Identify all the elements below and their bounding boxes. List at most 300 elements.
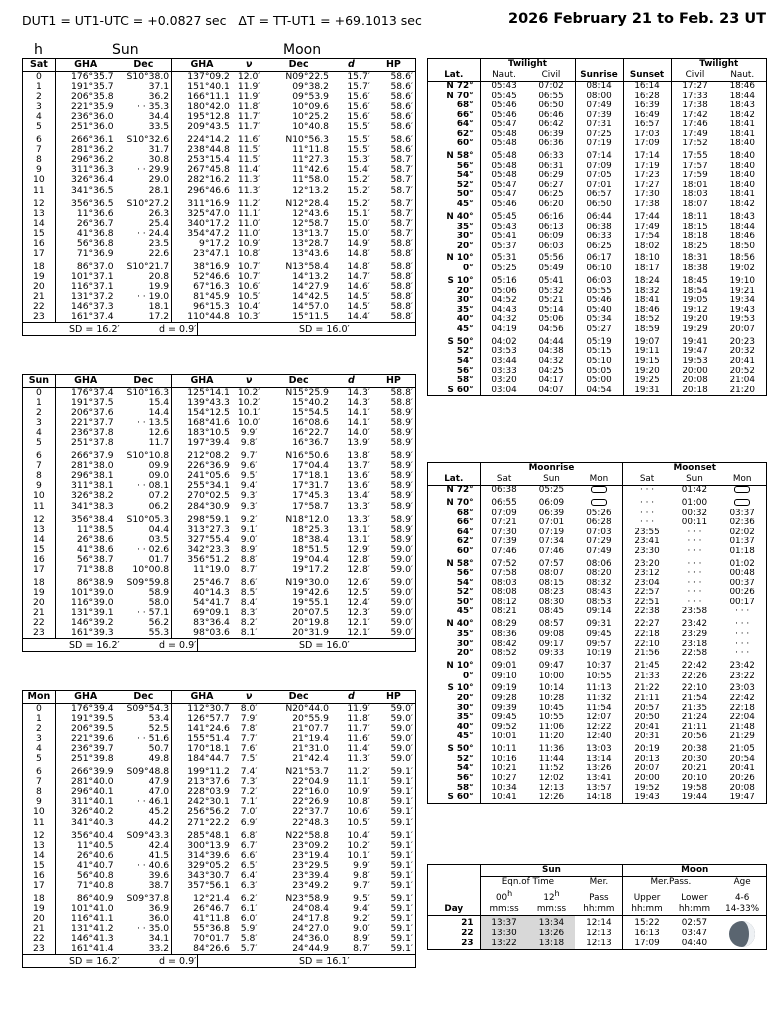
twilight-header: Twilight <box>508 59 547 69</box>
table-row <box>428 915 766 929</box>
cell: 59.1′ <box>390 797 413 808</box>
cell: 06:20 <box>538 200 564 210</box>
table-row <box>428 139 766 149</box>
table-row <box>428 274 766 287</box>
cell: 03:47 <box>681 929 708 939</box>
col-header-d: d <box>331 375 372 388</box>
cell: 18 <box>23 575 55 588</box>
cell: 19:34 <box>729 296 755 306</box>
cell: 07:05 <box>575 171 623 181</box>
table-row <box>23 934 415 944</box>
cell: 58.6′ <box>390 122 413 133</box>
cell: 05:47 <box>491 190 517 200</box>
col-header-d: d <box>331 691 372 704</box>
cell: 1 <box>23 82 55 92</box>
cell: 09:45 <box>491 713 517 723</box>
col-header-ghaSun: GHA <box>55 375 115 388</box>
cell: 11 <box>23 502 55 512</box>
cell: 20:41 <box>729 764 755 774</box>
cell: 15.7′ <box>347 82 370 93</box>
cell: 05:25 <box>491 264 517 274</box>
cell: 11.3′ <box>237 175 261 186</box>
table-row <box>23 535 415 545</box>
cell: 22°37.7 <box>292 807 329 818</box>
cell: 284°30.9 <box>172 502 232 512</box>
cell: 10:45 <box>538 703 565 713</box>
cell: 58.7′ <box>390 175 413 186</box>
table-row <box>428 556 766 569</box>
cell: 183°10.5 <box>172 428 232 438</box>
cell: 18:25 <box>671 242 719 252</box>
cell: 12.5′ <box>347 587 370 598</box>
cell: 19°17.2 <box>292 564 329 575</box>
cell: 59.0′ <box>390 714 413 725</box>
cell: 116°41.1 <box>71 913 114 924</box>
cell <box>575 496 623 509</box>
cell: · · 35.3 <box>136 102 170 113</box>
cell: · · 57.1 <box>136 607 170 618</box>
cell: 14.4′ <box>347 312 370 323</box>
cell: 17:23 <box>623 171 671 181</box>
cell: 154°12.5 <box>172 408 232 418</box>
cell: N13°58.4 <box>285 260 329 272</box>
cell: 176°37.4 <box>71 387 114 398</box>
cell: 08:23 <box>538 588 565 598</box>
cell: 04:07 <box>538 385 564 395</box>
cell: · · · <box>687 578 702 588</box>
cell: 0° <box>428 672 480 682</box>
cell: 6.7′ <box>240 840 258 851</box>
cell: 56°36.8 <box>76 238 114 249</box>
cell: 52° <box>428 347 480 357</box>
sd-sd_sun: SD = 16.2′ <box>69 640 120 652</box>
cell: 36.9 <box>148 903 170 914</box>
cell: 08:12 <box>491 597 517 607</box>
cell: 16:28 <box>623 92 671 102</box>
cell: 09°38.2 <box>292 82 329 93</box>
cell: 70°01.7 <box>172 934 232 944</box>
cell: 20°55.9 <box>292 714 329 725</box>
cell: 15 <box>23 545 55 555</box>
cell: 166°11.1 <box>172 92 232 102</box>
cell: 59.0′ <box>390 703 413 714</box>
cell: 19:07 <box>623 334 671 347</box>
cell: 10.9′ <box>347 787 370 798</box>
cell: 07:34 <box>538 537 565 547</box>
cell: 58.8′ <box>390 302 413 313</box>
cell: 05:48 <box>491 129 517 139</box>
cell: 10.5′ <box>347 817 370 828</box>
cell: 14.0′ <box>347 428 370 439</box>
cell: 7.1′ <box>240 797 258 808</box>
h-sup: h <box>554 889 560 898</box>
cell: 141°24.6 <box>172 724 232 734</box>
mmss: mm:ss <box>489 903 519 914</box>
cell: 22:51 <box>623 598 671 608</box>
sd-divider <box>197 323 198 335</box>
table-row <box>23 891 415 904</box>
cell: 19:52 <box>623 784 671 794</box>
table-row <box>428 130 766 140</box>
cell: 24°44.9 <box>292 944 329 955</box>
cell: 08:21 <box>491 607 517 617</box>
cell: 59.1′ <box>390 923 413 934</box>
cell: 11.2′ <box>237 197 261 209</box>
cell: 01:02 <box>729 558 755 569</box>
cell: 19:43 <box>623 793 671 803</box>
cell: 17:52 <box>671 139 719 149</box>
table-row <box>428 681 766 694</box>
cell: 58.8′ <box>390 387 413 398</box>
cell: 8.0′ <box>240 703 258 714</box>
eot-sun-header: Sun <box>480 865 623 877</box>
cell: 58.8′ <box>390 271 413 282</box>
cell: 06:44 <box>575 210 623 223</box>
cell: 22:04 <box>729 713 755 723</box>
cell: 23:55 <box>623 528 671 538</box>
cell: 54° <box>428 579 480 589</box>
cell: 20:57 <box>623 704 671 714</box>
cell: 08:53 <box>586 597 612 607</box>
cell <box>718 496 766 509</box>
cell: 329°05.2 <box>172 861 232 871</box>
cell: 311°40.1 <box>71 797 114 808</box>
cell: 05:48 <box>491 161 517 171</box>
cell: 125°14.1 <box>172 388 232 399</box>
cell: 19 <box>23 272 55 282</box>
cell: 20° <box>428 242 480 252</box>
cell: 26.3 <box>148 208 170 219</box>
table-row <box>428 171 766 181</box>
cell: 07:30 <box>491 527 517 537</box>
cell: 41°38.6 <box>76 544 114 555</box>
table-row <box>428 92 766 102</box>
cell <box>718 486 766 496</box>
cell: 14.1′ <box>347 418 370 429</box>
cell: 12 <box>23 196 55 209</box>
illum-pct: 14-33% <box>725 903 760 914</box>
cell: 8 <box>23 787 55 797</box>
cell: 10.7′ <box>237 271 261 282</box>
cell: 9.2′ <box>240 513 258 525</box>
cell: 6.5′ <box>240 860 258 871</box>
cell: · · · <box>735 607 750 617</box>
cell: 17:42 <box>671 111 719 121</box>
cell: 09:33 <box>538 649 565 659</box>
cell: · · · <box>623 518 671 528</box>
cell: 08:00 <box>575 92 623 102</box>
cell: 13 <box>23 525 55 535</box>
cell: 07:31 <box>575 120 623 130</box>
cell: 23°39.4 <box>292 870 329 881</box>
cell: 18:43 <box>729 211 755 222</box>
cell: 17:49 <box>623 223 671 233</box>
eot-table <box>427 864 767 950</box>
col-header-nu: ν <box>232 691 266 704</box>
cell: N 40° <box>428 617 480 630</box>
cell: 236°39.7 <box>71 744 114 755</box>
cell: 19 <box>23 588 55 598</box>
table-row <box>428 640 766 650</box>
cell: 07:52 <box>491 558 517 569</box>
eqn-time-header: Eqn.of Time <box>501 877 555 887</box>
cell: 20°31.9 <box>292 628 329 639</box>
cell: 11.7′ <box>237 112 261 123</box>
cell: 18:44 <box>729 91 755 101</box>
cell: 06:55 <box>538 91 564 101</box>
cell: 58.8′ <box>390 291 413 302</box>
cell: 7.7′ <box>240 734 258 745</box>
cell: 71°40.8 <box>76 880 114 891</box>
cell <box>575 486 623 496</box>
cell: 06:42 <box>538 120 564 130</box>
cell: 15°40.2 <box>292 398 329 409</box>
cell: 17:44 <box>623 210 671 223</box>
cell: 36.0 <box>148 913 170 924</box>
cell: 54°41.7 <box>172 598 232 608</box>
cell: 18:46 <box>623 306 671 316</box>
table-row <box>23 871 415 881</box>
cell: 14.5′ <box>347 291 370 302</box>
cell: 59.0′ <box>390 734 413 745</box>
cell: 59.0′ <box>390 744 413 755</box>
cell: 58.7′ <box>390 165 413 176</box>
cell: 20° <box>428 287 480 297</box>
cell: 52° <box>428 755 480 765</box>
table-row <box>23 491 415 501</box>
cell: 12.1′ <box>347 618 370 629</box>
cell: 07:46 <box>538 546 565 556</box>
cell: 11:36 <box>538 744 565 755</box>
sun-header: Sun <box>528 474 576 486</box>
cell: 23:42 <box>729 660 755 671</box>
cell: N 70° <box>428 92 480 102</box>
cell: 17°58.7 <box>292 501 329 512</box>
cell: 20:32 <box>729 347 755 357</box>
table-row <box>23 924 415 934</box>
table-row <box>428 376 766 386</box>
twilight-header-2: Twilight <box>671 59 766 70</box>
cell: 09:28 <box>491 694 517 704</box>
cell: 20:18 <box>671 386 719 396</box>
cell: 12.4′ <box>347 597 370 608</box>
cell: 05:16 <box>491 275 517 286</box>
cell: S10°21.7 <box>126 260 170 272</box>
cell: · · 19.0 <box>136 291 170 302</box>
cell: 23 <box>23 628 55 638</box>
cell: 13.9′ <box>347 438 370 449</box>
pass: Pass <box>589 892 609 903</box>
cell: 52° <box>428 181 480 191</box>
cell: 15 <box>23 229 55 239</box>
cell: 209°43.5 <box>172 122 232 132</box>
cell: 14.8′ <box>347 260 370 272</box>
col-header-hp: HP <box>372 691 415 704</box>
cell: · · · <box>735 639 750 649</box>
cell: · · 08.1 <box>136 481 170 492</box>
cell: 13.3′ <box>347 513 370 525</box>
cell: 8.9′ <box>353 934 370 945</box>
cell: 06:50 <box>575 200 623 210</box>
cell: 15.3′ <box>347 155 370 166</box>
sunset-header: Sunset <box>623 59 671 82</box>
cell: 21:45 <box>623 659 671 672</box>
cell: 226°36.9 <box>172 461 232 471</box>
cell: 18:17 <box>623 264 671 274</box>
cell: 59.1′ <box>390 829 413 841</box>
cell: 16 <box>23 555 55 565</box>
table-row <box>23 249 415 259</box>
cell: 15.6′ <box>347 112 370 123</box>
cell: 6.3′ <box>240 880 258 891</box>
cell: 03:20 <box>491 376 517 386</box>
cell: · · · <box>623 486 671 496</box>
table-row <box>23 438 415 448</box>
cell: 298°59.1 <box>172 512 232 525</box>
cell: S 10° <box>428 274 480 287</box>
cell: 20:08 <box>729 783 755 793</box>
cell: 13°43.6 <box>292 248 329 259</box>
cell: 10:28 <box>538 694 565 704</box>
cell: 13:14 <box>586 754 612 764</box>
cell: 41°11.8 <box>172 914 232 924</box>
cell: 19°42.6 <box>292 587 329 598</box>
cell: 03:37 <box>729 508 755 518</box>
cell: 06:57 <box>575 190 623 200</box>
cell: 67°16.3 <box>172 282 232 292</box>
cell: 20:52 <box>729 366 755 376</box>
cell: 22:10 <box>681 683 708 694</box>
cell: 13:22 <box>480 939 528 949</box>
cell: 4 <box>23 428 55 438</box>
day-name-header: Sat <box>23 59 55 72</box>
mon-header: Mon <box>575 474 623 486</box>
cell: 34.1 <box>148 934 170 945</box>
cell: 05:00 <box>575 376 623 386</box>
cell: 267°45.8 <box>172 165 232 175</box>
cell: 15.6′ <box>347 92 370 103</box>
cell: 20:07 <box>729 324 755 334</box>
table-row <box>23 145 415 155</box>
cell: 2 <box>23 92 55 102</box>
cell: 18:50 <box>729 241 755 251</box>
cell: 08:36 <box>491 630 517 640</box>
sd-sd_moon: SD = 16.0′ <box>299 640 350 652</box>
cell: 58.6′ <box>390 134 413 146</box>
cell: N19°30.0 <box>285 576 329 588</box>
cell: 9.8′ <box>353 870 370 881</box>
cell: 206°39.5 <box>71 724 114 735</box>
cell: 271°22.2 <box>172 818 232 828</box>
day-header: Day <box>428 865 480 915</box>
cell: 18:52 <box>623 315 671 325</box>
cell: 21:22 <box>623 681 671 694</box>
cell: 59.1′ <box>390 817 413 828</box>
col-header-d: d <box>331 59 372 72</box>
cell: N20°44.0 <box>285 703 329 714</box>
table-row <box>23 292 415 302</box>
table-row <box>23 575 415 588</box>
table-row <box>428 732 766 742</box>
cell: · · · <box>687 569 702 579</box>
cell: 04:38 <box>538 347 564 357</box>
cell: 221°35.9 <box>71 102 114 113</box>
cell: 325°47.0 <box>172 209 232 219</box>
cell: 18:02 <box>623 242 671 252</box>
cell: 00:32 <box>681 508 708 518</box>
cell: 5.9′ <box>240 923 258 934</box>
table-row <box>428 190 766 200</box>
cell: S 60° <box>428 793 480 803</box>
cell: 45° <box>428 325 480 335</box>
cell: 17:54 <box>623 232 671 242</box>
cell: 40° <box>428 315 480 325</box>
cell: 06:39 <box>538 129 564 139</box>
cell: 15.5′ <box>347 122 370 133</box>
cell: 9 <box>23 165 55 175</box>
cell: 21:48 <box>729 722 755 732</box>
cell: N 70° <box>428 496 480 509</box>
cell: 40°14.3 <box>172 588 232 598</box>
cell: 26°36.7 <box>76 218 114 229</box>
cell: 20:00 <box>623 774 671 784</box>
cell: 26°46.7 <box>172 904 232 914</box>
cell: 60° <box>428 139 480 149</box>
cell: 1 <box>23 714 55 724</box>
cell: N16°50.6 <box>285 450 329 462</box>
table-row <box>428 486 766 496</box>
cell: 10:19 <box>586 649 612 659</box>
cell: 56°38.7 <box>76 554 114 565</box>
cell: 16°08.6 <box>292 418 329 429</box>
cell: 07:09 <box>491 508 517 518</box>
cell: 17 <box>23 565 55 575</box>
cell: 17:03 <box>623 130 671 140</box>
table-row <box>428 287 766 297</box>
cell: 10.1′ <box>347 850 370 861</box>
cell: 9.7′ <box>353 880 370 891</box>
cell: 69°09.1 <box>172 608 232 618</box>
cell: 12 <box>23 828 55 841</box>
cell: 01.7 <box>148 554 170 565</box>
cell: 21:54 <box>681 694 708 704</box>
cell: · · · <box>687 558 702 569</box>
cell: 23 <box>428 939 480 949</box>
cell: 11:20 <box>538 732 565 742</box>
cell: 21:20 <box>729 385 755 395</box>
cell: 9.0′ <box>240 534 258 545</box>
moonrise-table <box>427 462 767 804</box>
cell: 06:28 <box>586 518 612 528</box>
cell: 24°36.0 <box>292 934 329 945</box>
cell: 06:36 <box>538 139 564 149</box>
table-row <box>428 704 766 714</box>
cell: 23°29.5 <box>292 860 329 871</box>
cell: 195°12.8 <box>172 112 232 122</box>
cell: 23:03 <box>729 683 755 694</box>
cell: 23:30 <box>623 547 671 557</box>
lat-header: Lat. <box>428 59 480 82</box>
cell: 300°13.9 <box>172 841 232 851</box>
cell: 19:31 <box>623 386 671 396</box>
cell: 83°36.4 <box>172 618 232 628</box>
table-row <box>23 132 415 145</box>
cell: 0° <box>428 264 480 274</box>
cell: 13.6′ <box>347 481 370 492</box>
table-row <box>428 509 766 519</box>
cell: N09°22.5 <box>285 71 329 82</box>
cell: 161°39.3 <box>71 628 114 639</box>
